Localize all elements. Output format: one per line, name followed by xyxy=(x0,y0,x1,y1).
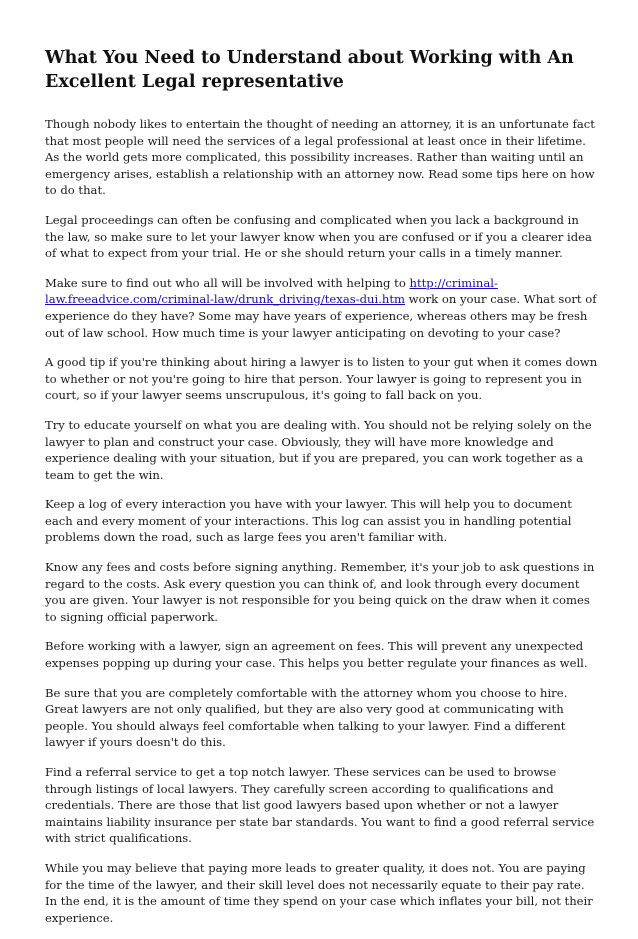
paragraph: Keep a log of every interaction you have with your lawyer. This will help you to document each and every moment of your interactions. This log can assist you in handling potential problems down the road, such as large fees you aren't familiar with. xyxy=(45,497,572,545)
document-page xyxy=(45,46,598,939)
paragraph: Know any fees and costs before signing anything. Remember, it's your job to ask questions in regard to the costs. Ask every question you can think of, and look through every document you are given. Your lawyer is not responsible for you being quick on the draw when it comes to signing official paperwork. xyxy=(45,560,595,624)
paragraph: Try to educate yourself on what you are dealing with. You should not be relying solely on the lawyer to plan and construct your case. Obviously, they will have more knowledge and experience dealing with your situation, but if you are prepared, you can work together as a team to get the win. xyxy=(45,417,592,482)
paragraph: While you may believe that paying more leads to greater quality, it does not. You are paying for the time of the lawyer, and their skill level does not necessarily equate to their pay rate. In the end, it is the amount of time they spend on your case which inflates your bill, not their experience. xyxy=(45,860,593,925)
paragraph: Before working with a lawyer, sign an agreement on fees. This will prevent any unexpected expenses popping up during your case. This helps you better regulate your finances as well. xyxy=(45,639,588,671)
paragraph-with-link xyxy=(45,275,598,341)
document-title: What You Need to Understand about Working with An Excellent Legal representative xyxy=(45,48,574,92)
paragraph-text-before-link: Make sure to find out who all will be involved with helping to xyxy=(45,275,410,290)
paragraph: Though nobody likes to entertain the thought of needing an attorney, it is an unfortunate fact that most people will need the services of a legal professional at least once in their lifetime. As the world gets more complicated, this possibility increases. Rather than waiting until an emergency arises, establish a relationship with an attorney now. Read some tips here on how to do that. xyxy=(45,117,595,198)
paragraph: Find a referral service to get a top notch lawyer. These services can be used to browse through listings of local lawyers. They carefully screen according to qualifications and credentials. There are those that list good lawyers based upon whether or not a lawyer maintains liability insurance per state bar standards. You want to find a good referral service with strict qualifications. xyxy=(45,765,595,846)
texas-dui-link[interactable]: http://criminal-law.freeadvice.com/criminal-law/drunk_driving/texas-dui.htm xyxy=(45,275,498,307)
paragraph: Legal proceedings can often be confusing and complicated when you lack a background in the law, so make sure to let your lawyer know when you are confused or if you a clearer idea of what to expect from your trial. He or she should return your calls in a timely manner. xyxy=(45,212,592,261)
paragraph-text-after-link: work on your case. What sort of experience do they have? Some may have years of experience, whereas others may be fresh out of law school. How much time is your lawyer anticipating on devoting to your case? xyxy=(45,292,597,340)
paragraph: Be sure that you are completely comfortable with the attorney whom you choose to hire. Great lawyers are not only qualified, but they are also very good at communicating with people. You should always feel comfortable when talking to your lawyer. Find a different lawyer if yours doesn't do this. xyxy=(45,685,568,750)
paragraph: A good tip if you're thinking about hiring a lawyer is to listen to your gut when it comes down to whether or not you're going to hire that person. Your lawyer is going to represent you in court, so if your lawyer seems unscrupulous, it's going to fall back on you. xyxy=(45,355,598,403)
